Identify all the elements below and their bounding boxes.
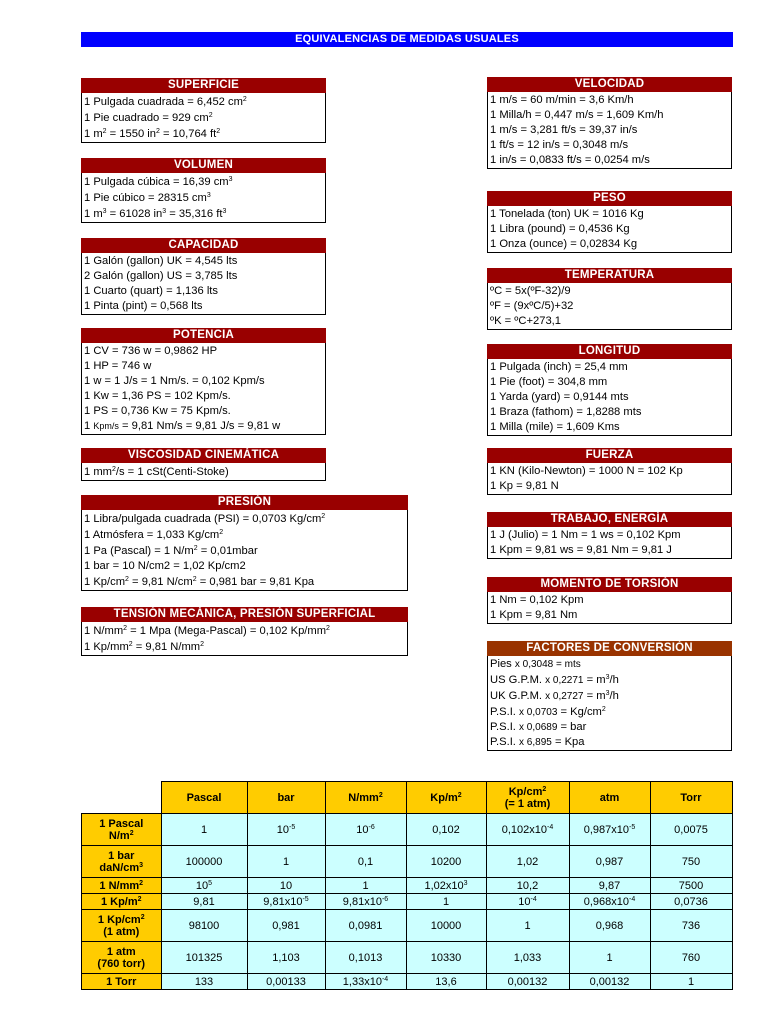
column-header: $N/mm^2$: [325, 782, 406, 814]
equivalence-row: 1 Libra/pulgada cuadrada (PSI) = 0,0703 $Kg/cm^2$: [84, 513, 326, 525]
equivalence-row: US G.P.M. x $0,2271 = m^3/h$: [490, 674, 619, 686]
table-row: [82, 846, 733, 878]
row-header: 1 $Kp/m^2$: [82, 894, 162, 910]
table-cell: 0,00133: [247, 974, 325, 990]
equivalence-row: ºF = (9xºC/5)+32: [490, 300, 574, 312]
row-header: 1 atm (760 torr): [82, 942, 162, 974]
section-body: [81, 343, 326, 435]
section-body: [81, 173, 326, 223]
section-body: [81, 510, 408, 591]
section-body: [81, 463, 326, 481]
column-header: Torr: [650, 782, 732, 814]
table-row: [82, 878, 733, 894]
row-header: 1 $N/mm^2$: [82, 878, 162, 894]
box-temperatura: [487, 268, 732, 330]
table-cell: 760: [650, 942, 732, 974]
table-cell: 0,102: [406, 814, 486, 846]
section-body: [487, 656, 732, 751]
equivalence-row: 1 KN (Kilo-Newton) = 1000 N = 102 Kp: [490, 465, 683, 477]
table-cell: 10000: [406, 910, 486, 942]
section-body: [487, 92, 732, 169]
equivalence-row: 1 Pie cúbico = 28315 $cm^3$: [84, 192, 211, 204]
equivalence-row: 1 CV = 736 w = 0,9862 HP: [84, 345, 218, 357]
equivalence-row: P.S.I. x $0,0703 = Kg/cm^2$: [490, 706, 606, 718]
table-cell: 1: [406, 894, 486, 910]
section-body: [81, 253, 326, 315]
table-row: [82, 974, 733, 990]
table-cell: 1: [569, 942, 650, 974]
equivalence-row: 1 Nm = 0,102 Kpm: [490, 594, 584, 606]
equivalence-row: 1 Pie (foot) = 304,8 mm: [490, 376, 608, 388]
section-header-factores: FACTORES DE CONVERSIÓN: [487, 641, 732, 656]
equivalence-row: 1 Atmósfera = 1,033 $Kg/cm^2$: [84, 529, 224, 541]
box-velocidad: [487, 77, 732, 169]
equivalence-row: 1 Pulgada cuadrada = 6,452 $cm^2$: [84, 96, 247, 108]
box-viscosidad: [81, 448, 326, 481]
equivalence-row: 1 w = 1 J/s = 1 Nm/s. = 0,102 Kpm/s: [84, 375, 265, 387]
table-cell: $1,33x10^{-4}$: [325, 974, 406, 990]
table-cell: 0,968: [569, 910, 650, 942]
section-header-momento: MOMENTO DE TORSIÓN: [487, 577, 732, 592]
section-header-volumen: VOLUMEN: [81, 158, 326, 173]
box-superficie: [81, 78, 326, 143]
equivalence-row: Pies x 0,3048 = mts: [490, 658, 581, 670]
box-tension: [81, 607, 408, 656]
equivalence-row: 1 Milla/h = 0,447 m/s = 1,609 Km/h: [490, 109, 664, 121]
section-body: [487, 592, 732, 624]
box-peso: [487, 191, 732, 253]
section-header-tension: TENSIÓN MECÁNICA, PRESIÓN SUPERFICIAL: [81, 607, 408, 622]
table-cell: 1: [650, 974, 732, 990]
equivalence-row: 1 Pulgada cúbica = 16,39 $cm^3$: [84, 176, 233, 188]
table-cell: 133: [161, 974, 247, 990]
equivalence-row: 1 Libra (pound) = 0,4536 Kg: [490, 223, 630, 235]
equivalence-row: 1 $N/mm^2 = 1$ Mpa (Mega-Pascal) = 0,102 $Kp/mm^2$: [84, 625, 330, 637]
table-row: [82, 942, 733, 974]
equivalence-row: 1 J (Julio) = 1 Nm = 1 ws = 0,102 Kpm: [490, 529, 681, 541]
equivalence-row: 1 HP = 746 w: [84, 360, 152, 372]
equivalence-row: UK G.P.M. x $0,2727 = m^3/h$: [490, 690, 619, 702]
table-cell: $0,987x10^{-5}$: [569, 814, 650, 846]
section-header-longitud: LONGITUD: [487, 344, 732, 359]
section-body: [81, 622, 408, 656]
table-cell: $0,968x10^{-4}$: [569, 894, 650, 910]
equivalence-row: P.S.I. x 6,895 = Kpa: [490, 736, 585, 748]
equivalence-row: 1 Pie cuadrado = 929 $cm^2$: [84, 112, 213, 124]
table-cell: $10^{-6}$: [325, 814, 406, 846]
equivalence-row: 1 Tonelada (ton) UK = 1016 Kg: [490, 208, 644, 220]
equivalence-row: 1 Pa (Pascal) = 1 $N/m^2$ = 0,01mbar: [84, 545, 258, 557]
box-longitud: [487, 344, 732, 436]
table-header-row: [82, 782, 733, 814]
section-header-fuerza: FUERZA: [487, 448, 732, 463]
table-cell: 0,0981: [325, 910, 406, 942]
section-header-peso: PESO: [487, 191, 732, 206]
row-header: 1 bar daN/$cm^3$: [82, 846, 162, 878]
table-cell: 7500: [650, 878, 732, 894]
equivalence-row: 1 Braza (fathom) = 1,8288 mts: [490, 406, 642, 418]
equivalence-row: 1 Kpm = 9,81 Nm: [490, 609, 578, 621]
box-fuerza: [487, 448, 732, 495]
equivalence-row: 1 Kw = 1,36 PS = 102 Kpm/s.: [84, 390, 231, 402]
section-header-viscosidad: VISCOSIDAD CINEMÁTICA: [81, 448, 326, 463]
equivalence-row: 1 $m^3 = 61028$ $in^3 = 35,316$ $ft^3$: [84, 208, 227, 220]
table-cell: $1,02x10^3$: [406, 878, 486, 894]
table-cell: 0,0075: [650, 814, 732, 846]
table-cell: 9,87: [569, 878, 650, 894]
section-header-temperatura: TEMPERATURA: [487, 268, 732, 283]
section-header-velocidad: VELOCIDAD: [487, 77, 732, 92]
table-cell: 10330: [406, 942, 486, 974]
equivalence-row: 1 $Kp/cm^2 = 9,81$ $N/cm^2 = 0,981$ bar = 9,81 Kpa: [84, 576, 315, 588]
equivalence-row: 1 Yarda (yard) = 0,9144 mts: [490, 391, 629, 403]
section-body: [487, 206, 732, 253]
table-cell: 1,033: [486, 942, 569, 974]
section-header-trabajo: TRABAJO, ENERGÍA: [487, 512, 732, 527]
table-cell: $9,81x10^{-5}$: [247, 894, 325, 910]
equivalence-row: 1 $Kp/mm^2 = 9,81$ $N/mm^2$: [84, 641, 205, 653]
equivalence-row: 1 Onza (ounce) = 0,02834 Kg: [490, 238, 638, 250]
table-row: [82, 910, 733, 942]
section-body: [487, 359, 732, 436]
pressure-conversion-table: [81, 781, 733, 990]
box-presion: [81, 495, 408, 591]
table-cell: 0,0736: [650, 894, 732, 910]
equivalence-row: 1 PS = 0,736 Kw = 75 Kpm/s.: [84, 405, 231, 417]
table-cell: 101325: [161, 942, 247, 974]
section-body: [487, 283, 732, 330]
table-cell: 13,6: [406, 974, 486, 990]
equivalence-row: 1 Pinta (pint) = 0,568 lts: [84, 300, 203, 312]
table-cell: 1: [325, 878, 406, 894]
table-cell: 98100: [161, 910, 247, 942]
row-header: 1 $Kp/cm^2$ (1 atm): [82, 910, 162, 942]
column-header: $Kp/m^2$: [406, 782, 486, 814]
section-body: [81, 93, 326, 143]
table-cell: 0,00132: [569, 974, 650, 990]
box-potencia: [81, 328, 326, 435]
table-cell: 1,103: [247, 942, 325, 974]
section-header-capacidad: CAPACIDAD: [81, 238, 326, 253]
box-capacidad: [81, 238, 326, 315]
table-cell: 0,981: [247, 910, 325, 942]
table-cell: 1,02: [486, 846, 569, 878]
equivalence-row: 1 m/s = 3,281 ft/s = 39,37 in/s: [490, 124, 638, 136]
equivalence-row: ºC = 5x(ºF-32)/9: [490, 285, 571, 297]
equivalence-row: 1 Galón (gallon) UK = 4,545 lts: [84, 255, 238, 267]
equivalence-row: 1 in/s = 0,0833 ft/s = 0,0254 m/s: [490, 154, 650, 166]
table-cell: $10^5$: [161, 878, 247, 894]
equivalence-row: 2 Galón (gallon) US = 3,785 lts: [84, 270, 238, 282]
table-row: [82, 814, 733, 846]
column-header: Pascal: [161, 782, 247, 814]
section-header-superficie: SUPERFICIE: [81, 78, 326, 93]
equivalence-row: 1 ft/s = 12 in/s = 0,3048 m/s: [490, 139, 629, 151]
equivalence-row: 1 Kp = 9,81 N: [490, 480, 559, 492]
section-body: [487, 527, 732, 559]
box-volumen: [81, 158, 326, 223]
table-cell: $0,102x10^{-4}$: [486, 814, 569, 846]
table-cell: $10^{-4}$: [486, 894, 569, 910]
column-header: atm: [569, 782, 650, 814]
equivalence-row: 1 $m^2 = 1550$ $in^2 = 10,764$ $ft^2$: [84, 128, 221, 140]
box-factores: [487, 641, 732, 751]
table-cell: 1: [486, 910, 569, 942]
column-header: bar: [247, 782, 325, 814]
box-momento: [487, 577, 732, 624]
equivalence-row: 1 Pulgada (inch) = 25,4 mm: [490, 361, 628, 373]
table-cell: 1: [247, 846, 325, 878]
row-header: 1 Torr: [82, 974, 162, 990]
equivalence-row: 1 Milla (mile) = 1,609 Kms: [490, 421, 620, 433]
table-cell: $10^{-5}$: [247, 814, 325, 846]
equivalence-row: 1 $mm^2/s = 1$ cSt(Centi-Stoke): [84, 466, 229, 478]
table-cell: 10: [247, 878, 325, 894]
table-cell: 736: [650, 910, 732, 942]
equivalence-row: ºK = ºC+273,1: [490, 315, 561, 327]
table-cell: $9,81x10^{-6}$: [325, 894, 406, 910]
equivalence-row: 1 Kpm/s = 9,81 Nm/s = 9,81 J/s = 9,81 w: [84, 420, 281, 432]
column-header: $Kp/cm^2$ (= 1 atm): [486, 782, 569, 814]
table-row: [82, 894, 733, 910]
equivalence-row: 1 m/s = 60 m/min = 3,6 Km/h: [490, 94, 634, 106]
equivalence-row: 1 bar = 10 N/cm2 = 1,02 Kp/cm2: [84, 560, 246, 572]
table-cell: 100000: [161, 846, 247, 878]
section-body: [487, 463, 732, 495]
equivalence-row: P.S.I. x 0,0689 = bar: [490, 721, 587, 733]
table-cell: 1: [161, 814, 247, 846]
table-cell: 0,1: [325, 846, 406, 878]
table-cell: 10,2: [486, 878, 569, 894]
row-header: 1 Pascal $N/m^2$: [82, 814, 162, 846]
table-cell: 10200: [406, 846, 486, 878]
page-title: EQUIVALENCIAS DE MEDIDAS USUALES: [81, 32, 733, 47]
table-cell: 0,1013: [325, 942, 406, 974]
box-trabajo: [487, 512, 732, 559]
section-header-potencia: POTENCIA: [81, 328, 326, 343]
section-header-presion: PRESIÓN: [81, 495, 408, 510]
table-cell: 0,00132: [486, 974, 569, 990]
equivalence-row: 1 Kpm = 9,81 ws = 9,81 Nm = 9,81 J: [490, 544, 672, 556]
table-cell: 750: [650, 846, 732, 878]
table-cell: 9,81: [161, 894, 247, 910]
equivalence-row: 1 Cuarto (quart) = 1,136 lts: [84, 285, 219, 297]
table-cell: 0,987: [569, 846, 650, 878]
